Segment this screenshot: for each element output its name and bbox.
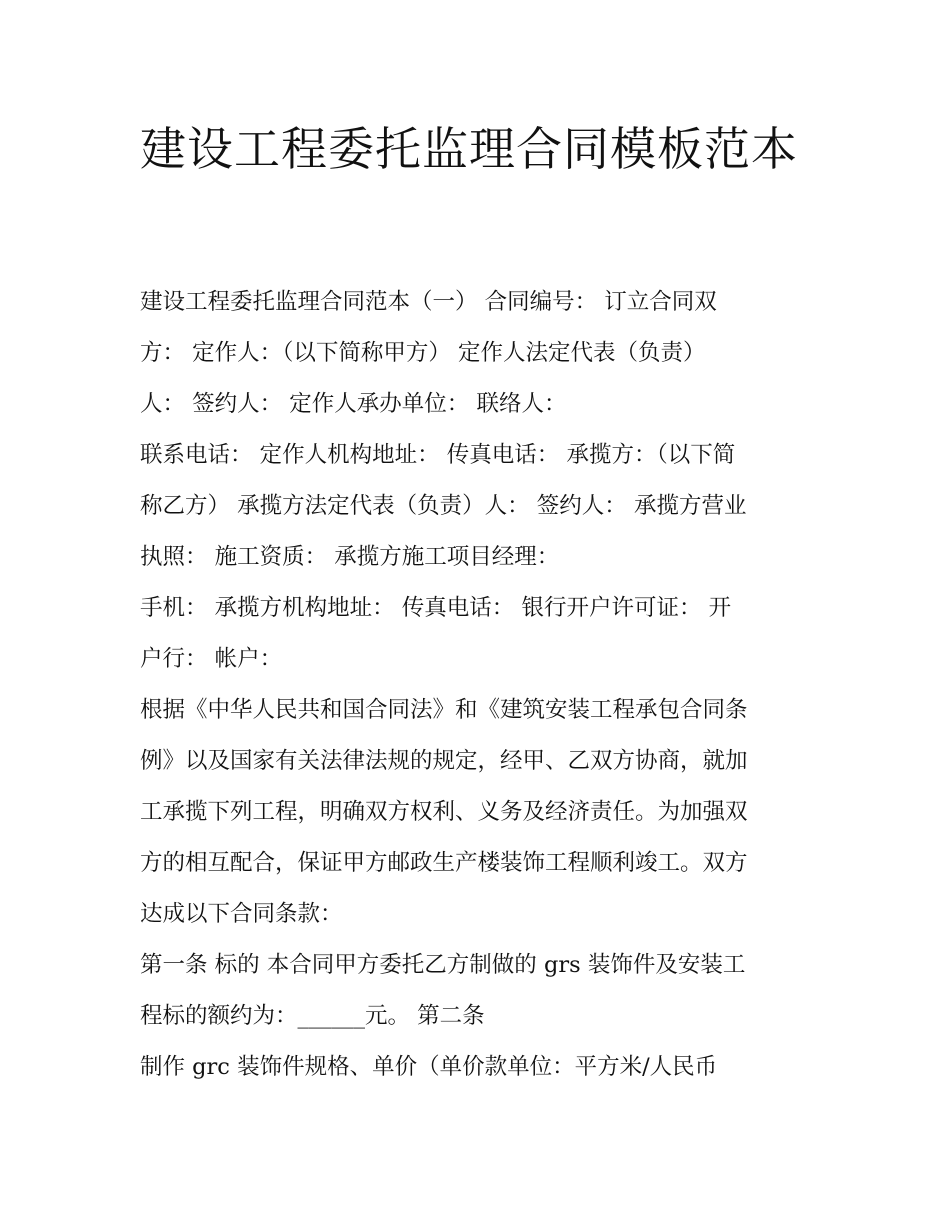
paragraph-article-1 (140, 940, 820, 1042)
text-line: 根据《中华人民共和国合同法》和《建筑安装工程承包合同条 (140, 697, 748, 723)
text-line: 例》以及国家有关法律法规的规定，经甲、乙双方协商，就加 (140, 748, 748, 774)
text-line: 户行： 帐户： (140, 646, 283, 672)
text-line: 方： 定作人：（以下简称甲方） 定作人法定代表（负责） (140, 340, 706, 366)
text-line: 制作 grc 装饰件规格、单价（单价款单位：平方米/人民币 (140, 1054, 718, 1080)
text-line: 第一条 标的 本合同甲方委托乙方制做的 grs 装饰件及安装工 (140, 952, 746, 978)
paragraph-bank-info (140, 583, 820, 685)
document-body (140, 277, 820, 1093)
text-line: 人： 签约人： 定作人承办单位： 联络人： (140, 391, 567, 417)
text-line: 达成以下合同条款： (140, 901, 343, 927)
paragraph-parties-1 (140, 277, 820, 430)
text-line: 联系电话： 定作人机构地址： 传真电话： 承揽方：（以下简 (140, 442, 736, 468)
text-line: 方的相互配合，保证甲方邮政生产楼装饰工程顺利竣工。双方 (140, 850, 748, 876)
document-title: 建设工程委托监理合同模板范本 (140, 122, 798, 176)
text-line: 建设工程委托监理合同范本（一） 合同编号： 订立合同双 (140, 289, 717, 315)
text-line: 工承揽下列工程，明确双方权利、义务及经济责任。为加强双 (140, 799, 748, 825)
paragraph-preamble (140, 685, 820, 940)
text-line: 手机： 承揽方机构地址： 传真电话： 银行开户许可证： 开 (140, 595, 732, 621)
text-line: 程标的额约为：______元。 第二条 (140, 1003, 485, 1029)
text-line: 执照： 施工资质： 承揽方施工项目经理： (140, 544, 560, 570)
paragraph-parties-2 (140, 430, 820, 583)
text-line: 称乙方） 承揽方法定代表（负责）人： 签约人： 承揽方营业 (140, 493, 747, 519)
paragraph-article-2 (140, 1042, 820, 1093)
